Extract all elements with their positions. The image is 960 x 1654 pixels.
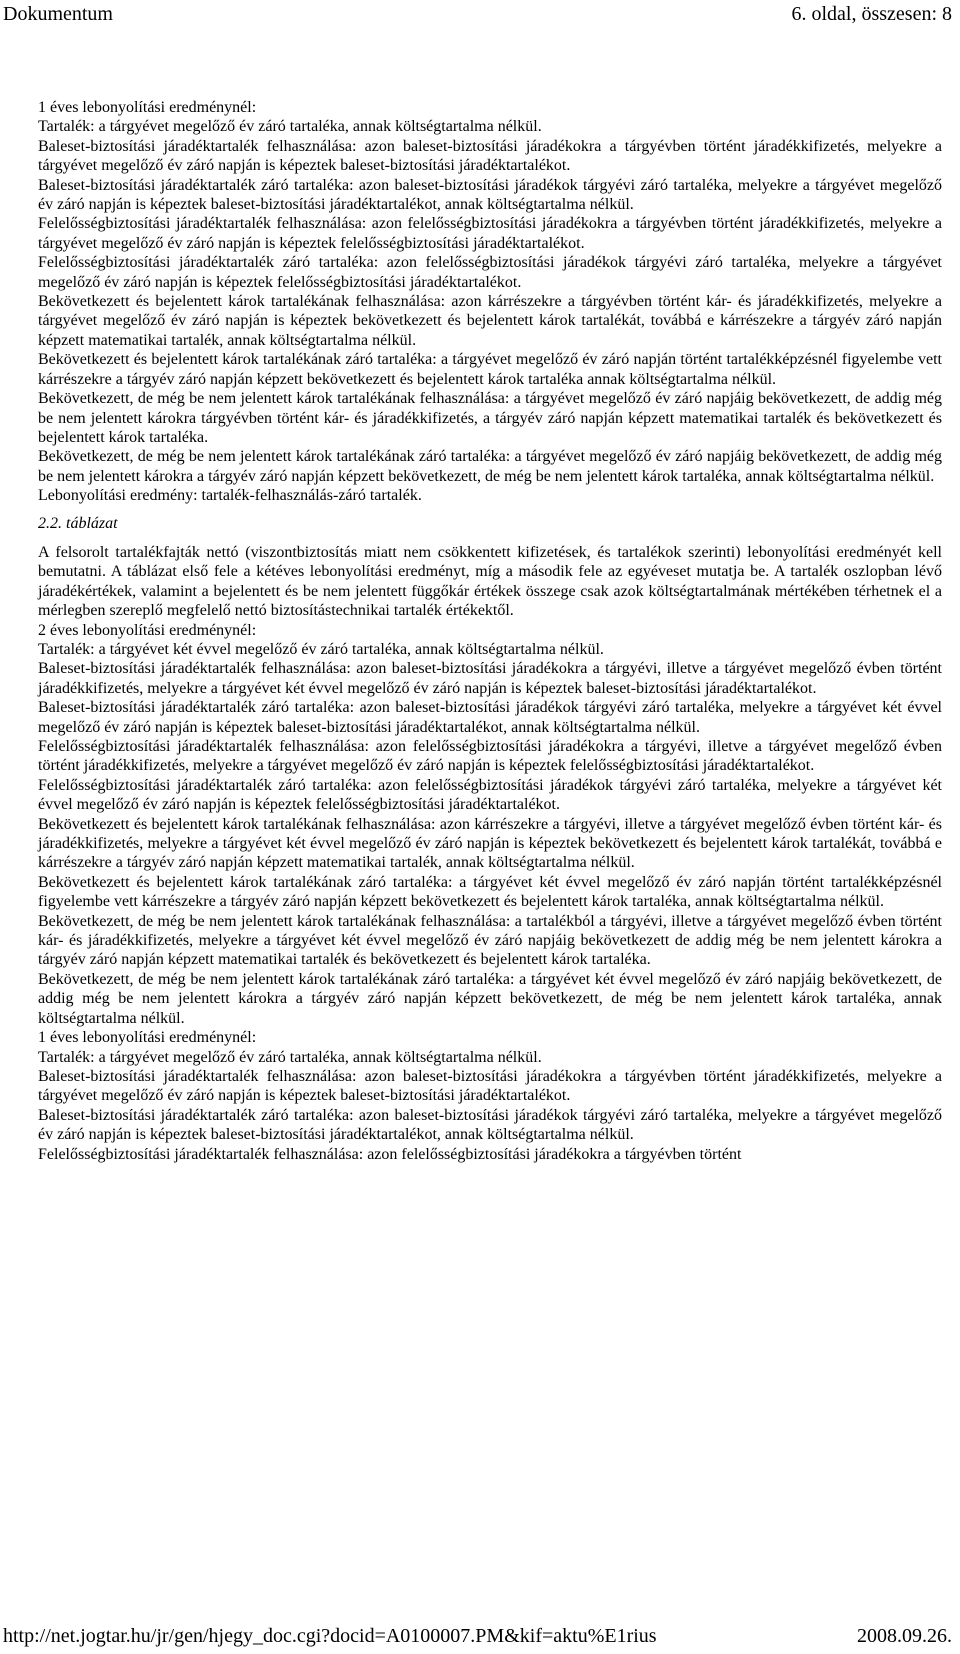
paragraph: Bekövetkezett és bejelentett károk tartalékának záró tartaléka: a tárgyévet két évvel megelőző év záró napján történt tartalékképzésnél figyelembe vett kárrészekre a tárgyév záró napján képzett bekövetkezett és bejelentett károk tartaléka, annak költségtartalma nélkül. xyxy=(38,873,942,911)
paragraph: Bekövetkezett, de még be nem jelentett károk tartalékának záró tartaléka: a tárgyévet megelőző év záró napjáig bekövetkezett, de addig még be nem jelentett károkra a tárgyév záró napján képzett bekövetkezett, de még be nem jelentett károk tartaléka, annak költségtartalma nélkül. xyxy=(38,448,942,485)
paragraph: Lebonyolítási eredmény: tartalék-felhasználás-záró tartalék. xyxy=(38,487,422,505)
paragraph: Felelősségbiztosítási járadéktartalék felhasználása: azon felelősségbiztosítási járadékokra a tárgyévben történt xyxy=(38,1145,742,1163)
paragraph: Bekövetkezett és bejelentett károk tartalékának záró tartaléka: a tárgyévet megelőző év záró napján történt tartalékképzésnél figyelembe vett kárrészekre a tárgyév záró napján képzett bekövetkezett és bejelentett károk tartaléka annak költségtartalma nélkül. xyxy=(38,351,942,388)
paragraph: Felelősségbiztosítási járadéktartalék záró tartaléka: azon felelősségbiztosítási járadékok tárgyévi záró tartaléka, melyekre a tárgyévet két évvel megelőző év záró napján is képeztek felelősségbiztosítási járadéktartalékot. xyxy=(38,776,942,814)
paragraph: Bekövetkezett, de még be nem jelentett károk tartalékának felhasználása: a tartalékból a tárgyévi, illetve a tárgyévet megelőző évben történt kár- és járadékkifizetés, melyekre a tárgyévet két évvel megelőző év záró napjáig bekövetkezett de addig még be nem jelentett károkra a tárgyév záró napján képzett matematikai tartalék és bekövetkezett és bejelentett károk tartaléka. xyxy=(38,912,942,969)
paragraph: Baleset-biztosítási járadéktartalék felhasználása: azon baleset-biztosítási járadékokra a tárgyévben történt járadékkifizetés, melyekre a tárgyévet megelőző év záró napján is képeztek baleset-biztosítási járadéktartalékot. xyxy=(38,1067,942,1105)
paragraph: Bekövetkezett és bejelentett károk tartalékának felhasználása: azon kárrészekre a tárgyévi, illetve a tárgyévet megelőző évben történt kár- és járadékkifizetés, melyekre a tárgyévet két évvel megelőző év záró napján is képeztek bekövetkezett és bejelentett károk tartalékát, továbbá e kárrészekre a tárgyév záró napján képzett matematikai tartalék, annak költségtartalma nélkül. xyxy=(38,815,942,872)
paragraph: Felelősségbiztosítási járadéktartalék felhasználása: azon felelősségbiztosítási járadékokra a tárgyévben történt járadékkifizetés, melyekre a tárgyévet megelőző év záró napján is képeztek felelősségbiztosítási járadéktartalékot. xyxy=(38,215,942,252)
document-body xyxy=(38,98,942,1164)
paragraph: Bekövetkezett, de még be nem jelentett károk tartalékának záró tartaléka: a tárgyévet két évvel megelőző év záró napjáig bekövetkezett, de addig még be nem jelentett károkra a tárgyév záró napján képzett bekövetkezett, de még be nem jelentett károk tartaléka, annak költségtartalma nélkül. xyxy=(38,970,942,1027)
page-header xyxy=(3,2,952,32)
paragraph: Tartalék: a tárgyévet megelőző év záró tartaléka, annak költségtartalma nélkül. xyxy=(38,118,542,136)
paragraph: 2 éves lebonyolítási eredménynél: xyxy=(38,621,257,639)
paragraph: Felelősségbiztosítási járadéktartalék felhasználása: azon felelősségbiztosítási járadékokra a tárgyévi, illetve a tárgyévet megelőző évben történt járadékkifizetés, melyekre a tárgyévet megelőző év záró napján is képeztek felelősségbiztosítási járadéktartalékot. xyxy=(38,738,942,775)
paragraph: 1 éves lebonyolítási eredménynél: xyxy=(38,1029,257,1047)
print-date: 2008.09.26. xyxy=(857,1625,952,1647)
document-title: Dokumentum xyxy=(3,3,113,25)
paragraph: A felsorolt tartalékfajták nettó (viszontbiztosítás miatt nem csökkentett kifizetések, és tartalékok szerinti) lebonyolítási eredményét kell bemutatni. A táblázat első fele a kétéves lebonyolítási eredményt, míg a második fele az egyéveset mutatja be. A tartalék oszlopban lévő járadékértékek, valamint a bejelentett és be nem jelentett függőkár értékek összege csak azok költségtartalmának mértékében térhetnek el a mérlegben szereplő megfelelő nettó biztosítástechnikai tartalék értékektől. xyxy=(38,543,942,620)
source-url: http://net.jogtar.hu/jr/gen/hjegy_doc.cgi?docid=A0100007.PM&kif=aktu%E1rius xyxy=(3,1625,657,1647)
paragraph: Felelősségbiztosítási járadéktartalék záró tartaléka: azon felelősségbiztosítási járadékok tárgyévi záró tartaléka, melyekre a tárgyévet megelőző év záró napján is képeztek felelősségbiztosítási járadéktartalékot. xyxy=(38,254,942,291)
paragraph: Tartalék: a tárgyévet megelőző év záró tartaléka, annak költségtartalma nélkül. xyxy=(38,1048,542,1066)
paragraph: Bekövetkezett és bejelentett károk tartalékának felhasználása: azon kárrészekre a tárgyévben történt kár- és járadékkifizetés, melyekre a tárgyévet megelőző év záró napján is képeztek bekövetkezett és bejelentett károk tartalékát, továbbá e kárrészekre a tárgyév záró napján képzett matematikai tartalék, annak költségtartalma nélkül. xyxy=(38,293,942,349)
paragraph: Baleset-biztosítási járadéktartalék felhasználása: azon baleset-biztosítási járadékokra a tárgyévi, illetve a tárgyévet megelőző évben történt járadékkifizetés, melyekre a tárgyévet két évvel megelőző év záró napján is képeztek baleset-biztosítási járadéktartalékot. xyxy=(38,660,942,697)
paragraph: Baleset-biztosítási járadéktartalék záró tartaléka: azon baleset-biztosítási járadékok tárgyévi záró tartaléka, melyekre a tárgyévet megelőző év záró napján is képeztek baleset-biztosítási járadéktartalékot, annak költségtartalma nélkül. xyxy=(38,1106,942,1144)
paragraph: Baleset-biztosítási járadéktartalék záró tartaléka: azon baleset-biztosítási járadékok tárgyévi záró tartaléka, melyekre a tárgyévet két évvel megelőző év záró napján is képeztek baleset-biztosítási járadéktartalékot, annak költségtartalma nélkül. xyxy=(38,699,942,736)
table-caption: 2.2. táblázat xyxy=(38,514,118,532)
page-counter: 6. oldal, összesen: 8 xyxy=(791,3,952,25)
page-footer xyxy=(3,1624,952,1652)
paragraph: Baleset-biztosítási járadéktartalék felhasználása: azon baleset-biztosítási járadékokra a tárgyévben történt járadékkifizetés, melyekre a tárgyévet megelőző év záró napján is képeztek baleset-biztosítási járadéktartalékot. xyxy=(38,137,942,175)
paragraph: Baleset-biztosítási járadéktartalék záró tartaléka: azon baleset-biztosítási járadékok tárgyévi záró tartaléka, melyekre a tárgyévet megelőző év záró napján is képeztek baleset-biztosítási járadéktartalékot, annak költségtartalma nélkül. xyxy=(38,176,942,214)
paragraph: Bekövetkezett, de még be nem jelentett károk tartalékának felhasználása: a tárgyévet megelőző év záró napjáig bekövetkezett, de addig még be nem jelentett károkra tárgyévben történt kár- és járadékkifizetés, a tárgyév záró napján képzett matematikai tartalék és bekövetkezett és bejelentett károk tartaléka. xyxy=(38,390,942,446)
paragraph: Tartalék: a tárgyévet két évvel megelőző év záró tartaléka, annak költségtartalma nélkül. xyxy=(38,640,604,658)
paragraph: 1 éves lebonyolítási eredménynél: xyxy=(38,99,257,116)
